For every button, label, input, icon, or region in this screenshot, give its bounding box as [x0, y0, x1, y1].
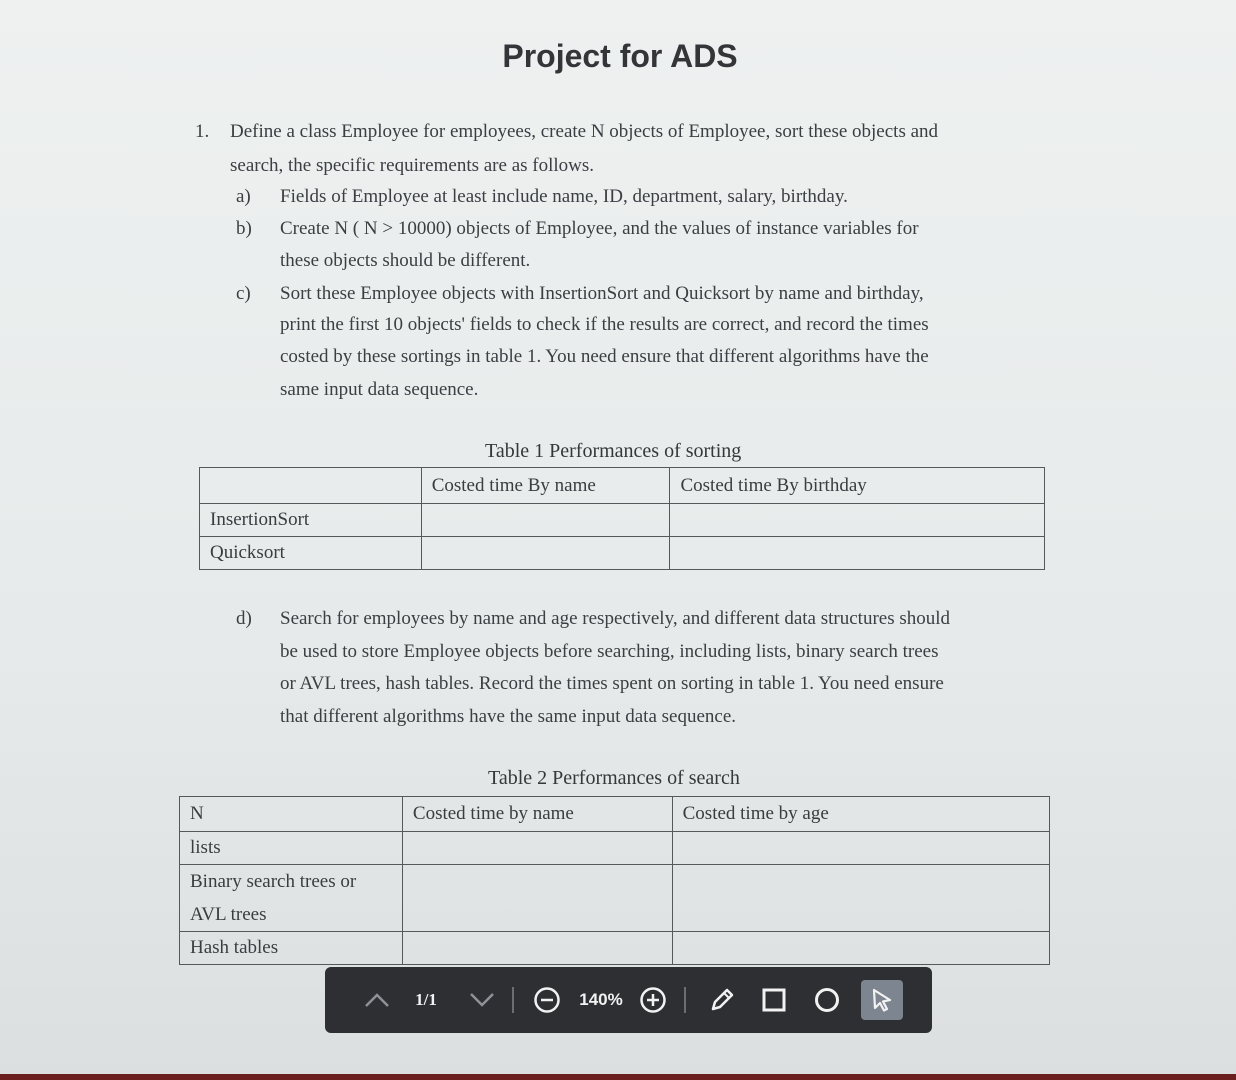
zoom-level[interactable]: 140% [579, 990, 623, 1009]
row-label: InsertionSort [200, 504, 422, 537]
table-row [180, 932, 1050, 965]
row-label: Hash tables [180, 932, 403, 965]
table-header-row [200, 468, 1045, 504]
rectangle-tool-button[interactable] [757, 967, 791, 1033]
table1-caption: Table 1 Performances of sorting [485, 440, 742, 462]
table-row [200, 537, 1045, 570]
page-indicator[interactable]: 1/1 [415, 990, 437, 1009]
page-title: Project for ADS [502, 38, 738, 74]
item-d-line-1: Search for employees by name and age respectively, and different data structures should [280, 608, 951, 629]
table-cell [672, 932, 1049, 965]
table-header-cell: Costed time by age [672, 797, 1049, 832]
item-d-label: d) [236, 608, 252, 629]
table-header-cell: Costed time by name [402, 797, 672, 832]
zoom-out-icon [533, 986, 561, 1014]
item-number: 1. [195, 121, 210, 142]
row-label-line: AVL trees [190, 904, 267, 925]
toolbar-divider [511, 967, 515, 1033]
pdf-toolbar [325, 967, 932, 1033]
table-cell [670, 537, 1045, 570]
table-cell [670, 504, 1045, 537]
square-icon [761, 987, 787, 1013]
table-header-cell [200, 468, 422, 504]
screen-bottom-edge [0, 1074, 1236, 1080]
table-cell [402, 865, 672, 932]
item-d-line-3: or AVL trees, hash tables. Record the times spent on sorting in table 1. You need ensure [280, 673, 944, 694]
item-c-line-4: same input data sequence. [280, 379, 479, 400]
table-cell [672, 832, 1049, 865]
pointer-icon [870, 987, 894, 1013]
item-d-line-2: be used to store Employee objects before searching, including lists, binary search trees [280, 641, 939, 662]
table-header-cell: N [180, 797, 403, 832]
table-row [180, 832, 1050, 865]
search-table [179, 796, 1050, 965]
zoom-in-button[interactable] [636, 967, 670, 1033]
chevron-up-icon [364, 992, 390, 1008]
next-page-button[interactable] [465, 967, 499, 1033]
pen-tool-button[interactable] [705, 967, 739, 1033]
intro-line-1: Define a class Employee for employees, create N objects of Employee, sort these objects and [230, 121, 939, 142]
intro-line-2: search, the specific requirements are as follows. [230, 155, 595, 176]
zoom-in-icon [639, 986, 667, 1014]
item-c-label: c) [236, 283, 251, 304]
item-b-line-1: Create N ( N > 10000) objects of Employee, and the values of instance variables for [280, 218, 919, 239]
pen-icon [708, 986, 736, 1014]
row-label-line: Binary search trees or [190, 871, 357, 892]
table-header-cell: Costed time By birthday [670, 468, 1045, 504]
table-cell [402, 932, 672, 965]
pointer-tool-button[interactable] [860, 967, 904, 1033]
item-c-line-3: costed by these sortings in table 1. You need ensure that different algorithms have the [280, 346, 929, 367]
previous-page-button[interactable] [360, 967, 394, 1033]
pointer-tool-highlight [861, 980, 903, 1020]
item-d-line-4: that different algorithms have the same input data sequence. [280, 706, 737, 727]
table-cell [402, 832, 672, 865]
item-a-line-1: Fields of Employee at least include name, ID, department, salary, birthday. [280, 186, 848, 207]
item-b-label: b) [236, 218, 252, 239]
item-c-line-1: Sort these Employee objects with InsertionSort and Quicksort by name and birthday, [280, 283, 924, 304]
chevron-down-icon [469, 992, 495, 1008]
table-cell [421, 504, 670, 537]
item-c-line-2: print the first 10 objects' fields to check if the results are correct, and record the times [280, 314, 929, 335]
item-b-line-2: these objects should be different. [280, 250, 531, 271]
row-label: lists [180, 832, 403, 865]
row-label: Quicksort [200, 537, 422, 570]
sorting-table [199, 467, 1045, 570]
table2-caption: Table 2 Performances of search [488, 767, 740, 789]
table-header-cell: Costed time By name [421, 468, 670, 504]
item-a-label: a) [236, 186, 251, 207]
table-cell [672, 865, 1049, 932]
table-row [180, 865, 1050, 932]
row-label [180, 865, 403, 932]
table-row [200, 504, 1045, 537]
zoom-out-button[interactable] [530, 967, 564, 1033]
table-cell [421, 537, 670, 570]
toolbar-divider [683, 967, 687, 1033]
table-header-row [180, 797, 1050, 832]
circle-icon [813, 986, 841, 1014]
ellipse-tool-button[interactable] [810, 967, 844, 1033]
